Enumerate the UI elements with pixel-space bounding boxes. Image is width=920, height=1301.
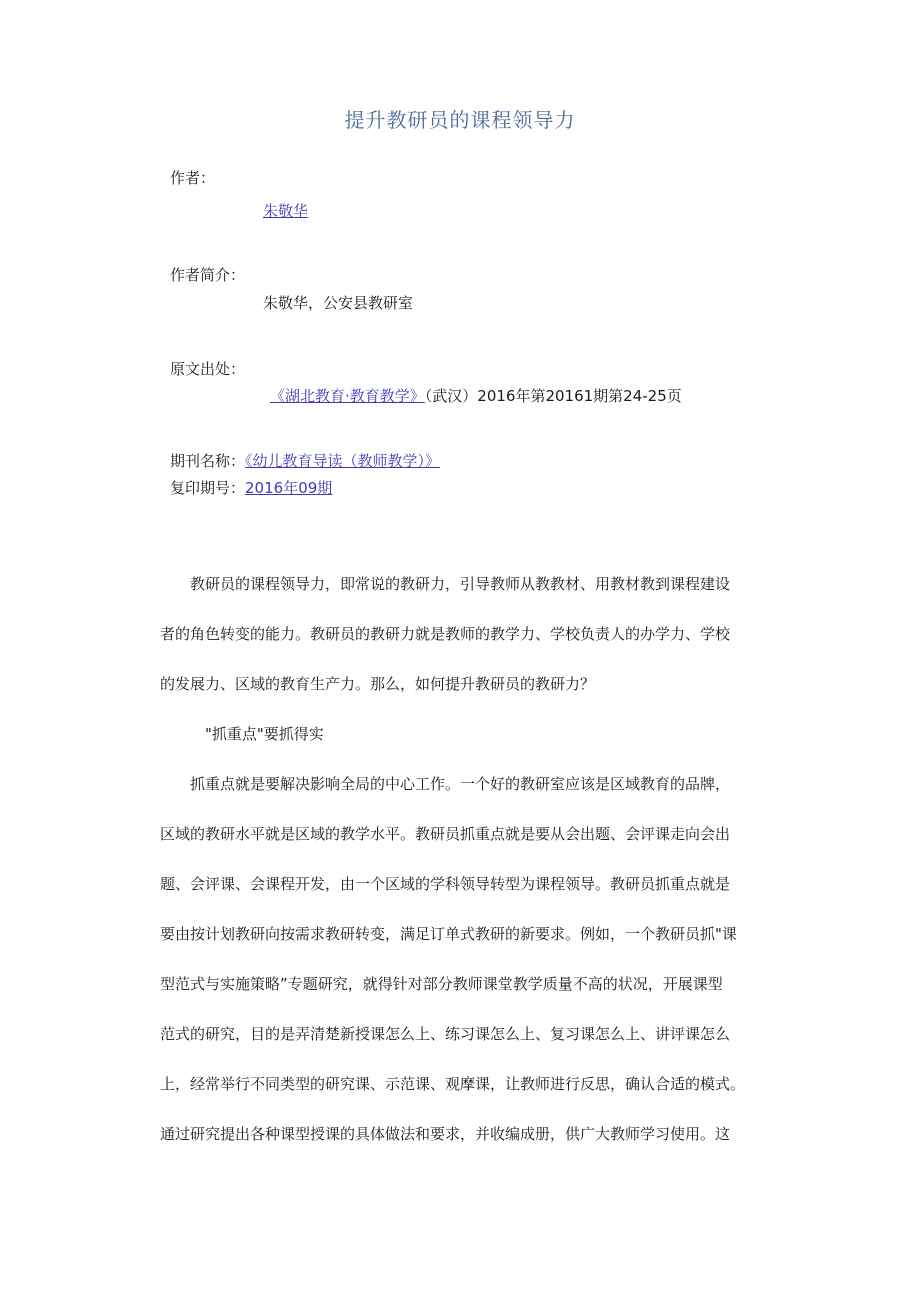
- body-line: 型范式与实施策略”专题研究，就得针对部分教师课堂教学质量不高的状况，开展课型: [160, 975, 723, 993]
- source-detail: （武汉）2016年第20161期第24-25页: [424, 387, 682, 405]
- body-line: 通过研究提出各种课型授课的具体做法和要求，并收编成册，供广大教师学习使用。这: [160, 1125, 731, 1143]
- body-line: 上，经常举行不同类型的研究课、示范课、观摩课，让教师进行反思，确认合适的模式。: [160, 1075, 746, 1093]
- bio-label: 作者简介：: [170, 266, 246, 284]
- body-line: 题、会评课、会课程开发，由一个区域的学科领导转型为课程领导。教研员抓重点就是: [160, 875, 731, 893]
- article-title: 提升教研员的课程领导力: [344, 108, 576, 132]
- source-label: 原文出处：: [170, 360, 246, 378]
- body-line: 的发展力、区域的教育生产力。那么，如何提升教研员的教研力？: [160, 675, 596, 693]
- journal-label: 期刊名称：: [170, 452, 246, 470]
- body-line: 教研员的课程领导力，即常说的教研力，引导教师从教教材、用教材教到课程建设: [160, 575, 731, 593]
- body-line: 者的角色转变的能力。教研员的教研力就是教师的教学力、学校负责人的办学力、学校: [160, 625, 731, 643]
- body-text: [160, 559, 760, 1159]
- body-line: 范式的研究，目的是弄清楚新授课怎么上、练习课怎么上、复习课怎么上、讲评课怎么: [160, 1025, 731, 1043]
- reprint-issue-link[interactable]: 2016年09期: [245, 479, 333, 497]
- author-label: 作者：: [170, 169, 216, 187]
- source-line: [270, 385, 682, 406]
- journal-name-link[interactable]: 《幼儿教育导读（教师教学）》: [245, 452, 441, 470]
- body-line: 区域的教研水平就是区域的教学水平。教研员抓重点就是要从会出题、会评课走向会出: [160, 825, 731, 843]
- author-name-link[interactable]: 朱敬华: [263, 202, 309, 220]
- reprint-line: [170, 477, 332, 498]
- section-heading: "抓重点"要抓得实: [160, 725, 324, 743]
- body-line: 要由按计划教研向按需求教研转变，满足订单式教研的新要求。例如，一个教研员抓"课: [160, 925, 737, 943]
- reprint-label: 复印期号：: [170, 479, 246, 497]
- body-line: 抓重点就是要解决影响全局的中心工作。一个好的教研室应该是区域教育的品牌，: [160, 775, 731, 793]
- bio-text: 朱敬华，公安县教研室: [263, 294, 414, 312]
- journal-line: [170, 450, 440, 471]
- source-journal-link[interactable]: 《湖北教育·教育教学》: [270, 387, 425, 405]
